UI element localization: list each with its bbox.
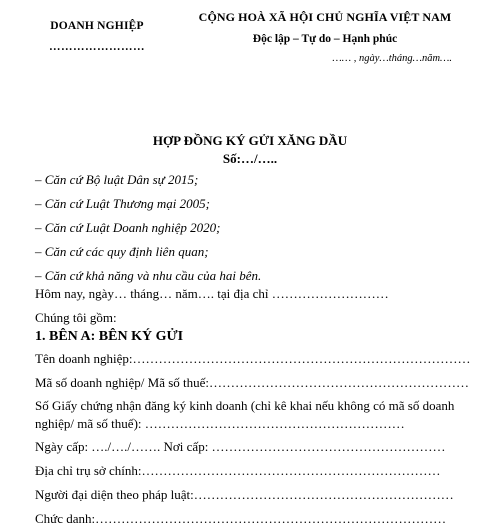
legal-basis-item: – Căn cứ Luật Thương mại 2005; xyxy=(35,196,210,211)
company-name-field: Tên doanh nghiệp:…………………………………………………………………… xyxy=(35,351,471,366)
party-a-heading: 1. BÊN A: BÊN KÝ GỬI xyxy=(35,329,184,344)
head-office-address-field: Địa chỉ trụ sở chính:…………………………………………………………… xyxy=(35,463,441,478)
legal-basis-item: – Căn cứ khả năng và nhu cầu của hai bên. xyxy=(35,268,262,283)
company-block xyxy=(22,20,172,53)
business-registration-field: Số Giấy chứng nhận đăng ký kinh doanh (chỉ kê khai nếu không có mã số doanh nghiệp/ mã số thuế): …………………………………………………… xyxy=(35,398,455,431)
date-place-line: Hôm nay, ngày… tháng… năm…. tại địa chỉ ……………………… xyxy=(35,286,389,301)
contract-title: HỢP ĐỒNG KÝ GỬI XĂNG DẦU xyxy=(152,133,348,148)
legal-basis-item: – Căn cứ Luật Doanh nghiệp 2020; xyxy=(35,220,221,235)
national-motto: Độc lập – Tự do – Hạnh phúc xyxy=(252,33,398,45)
legal-basis-item: – Căn cứ Bộ luật Dân sự 2015; xyxy=(35,172,199,187)
intro-block xyxy=(35,282,475,330)
legal-bases-list xyxy=(35,168,475,288)
company-label: DOANH NGHIỆP xyxy=(50,20,144,32)
legal-basis-item: – Căn cứ các quy định liên quan; xyxy=(35,244,209,259)
contract-number: Số:…/….. xyxy=(222,151,278,166)
company-name-placeholder: …………………… xyxy=(49,41,145,53)
party-a-fields xyxy=(35,347,485,531)
document-header xyxy=(0,10,500,74)
date-line: …… , ngày…tháng…năm…. xyxy=(332,53,452,64)
tax-code-field: Mã số doanh nghiệp/ Mã số thuế:…………………………………………………… xyxy=(35,375,470,390)
legal-representative-field: Người đại diện theo pháp luật:…………………………………………………… xyxy=(35,487,454,502)
country-name: CỘNG HOÀ XÃ HỘI CHỦ NGHĨA VIỆT NAM xyxy=(198,10,452,24)
issue-date-place-field: Ngày cấp: …./…./……. Nơi cấp: ……………………………………………… xyxy=(35,439,446,454)
parties-line: Chúng tôi gồm: xyxy=(35,310,117,325)
national-header xyxy=(172,10,478,64)
position-field: Chức danh:……………………………………………………………………… xyxy=(35,511,447,526)
